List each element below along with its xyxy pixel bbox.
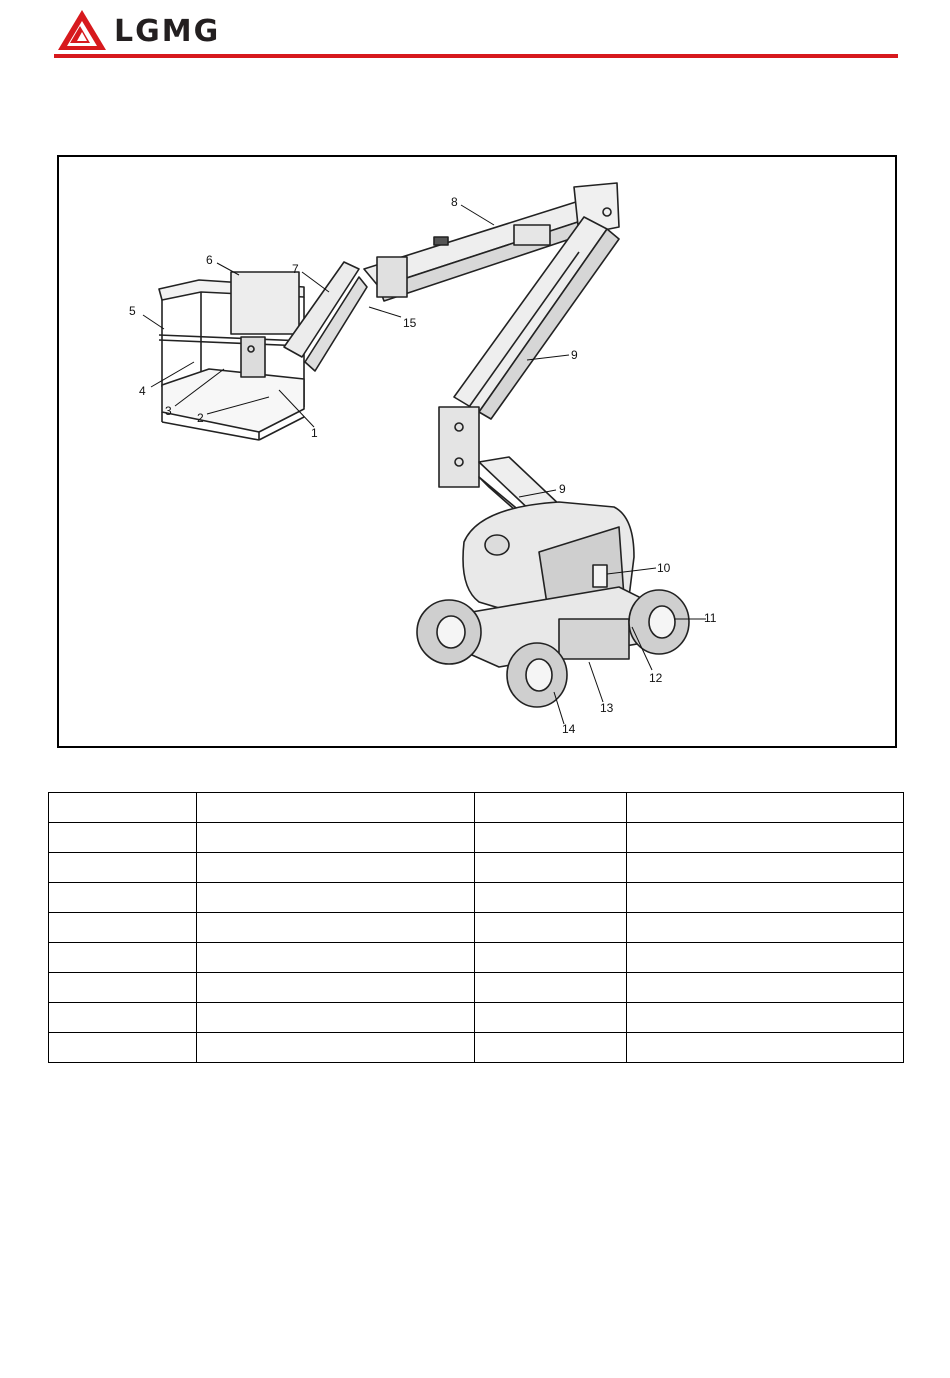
callout-9-upper: 9 [571,348,578,362]
callout-4: 4 [139,384,146,398]
parts-table [48,792,904,1063]
page-header [0,0,950,62]
table-cell [475,883,627,913]
table-cell [197,943,475,973]
table-cell [475,1033,627,1063]
table-cell [475,853,627,883]
table-row [49,1003,904,1033]
table-cell [627,793,904,823]
table-cell [197,1033,475,1063]
callout-7: 7 [292,262,299,276]
table-cell [627,913,904,943]
table-cell [49,793,197,823]
table-row [49,793,904,823]
table-cell [49,823,197,853]
table-cell [627,1003,904,1033]
callout-11: 11 [704,611,717,625]
table-cell [475,913,627,943]
table-cell [475,823,627,853]
table-cell [627,853,904,883]
table-cell [475,1003,627,1033]
table-cell [475,793,627,823]
callout-1: 1 [311,426,318,440]
callout-15: 15 [403,316,417,330]
callout-2: 2 [197,411,204,425]
table-cell [475,973,627,1003]
callout-13: 13 [600,701,614,715]
lgmg-logo-icon [56,8,108,52]
callout-9-lower: 9 [559,482,566,496]
table-cell [475,943,627,973]
right-wheel [629,590,689,654]
callout-3: 3 [165,404,172,418]
table-cell [197,913,475,943]
callout-12: 12 [649,671,663,685]
table-cell [197,1003,475,1033]
table-cell [197,793,475,823]
table-row [49,853,904,883]
table-cell [197,853,475,883]
table-cell [49,1033,197,1063]
front-left-wheel [417,600,481,664]
riser [439,407,479,487]
boom-lift-illustration [59,157,895,746]
table-row [49,1033,904,1063]
table-cell [197,883,475,913]
machine-diagram [57,155,897,748]
table-cell [49,883,197,913]
table-cell [197,973,475,1003]
table-row [49,943,904,973]
callout-8: 8 [451,195,458,209]
table-cell [627,1033,904,1063]
platform-basket [159,272,304,440]
table-row [49,883,904,913]
table-cell [627,883,904,913]
rear-left-wheel [507,643,567,707]
table-row [49,973,904,1003]
brand-name: LGMG [114,14,221,49]
callout-5: 5 [129,304,136,318]
table-cell [49,913,197,943]
callout-10: 10 [657,561,671,575]
table-cell [197,823,475,853]
table-row [49,823,904,853]
table-cell [627,973,904,1003]
table-row [49,913,904,943]
callout-14: 14 [562,722,576,736]
table-cell [49,1003,197,1033]
table-cell [49,943,197,973]
table-cell [627,823,904,853]
table-cell [49,973,197,1003]
callout-6: 6 [206,253,213,267]
table-cell [49,853,197,883]
table-cell [627,943,904,973]
header-divider [54,54,898,58]
